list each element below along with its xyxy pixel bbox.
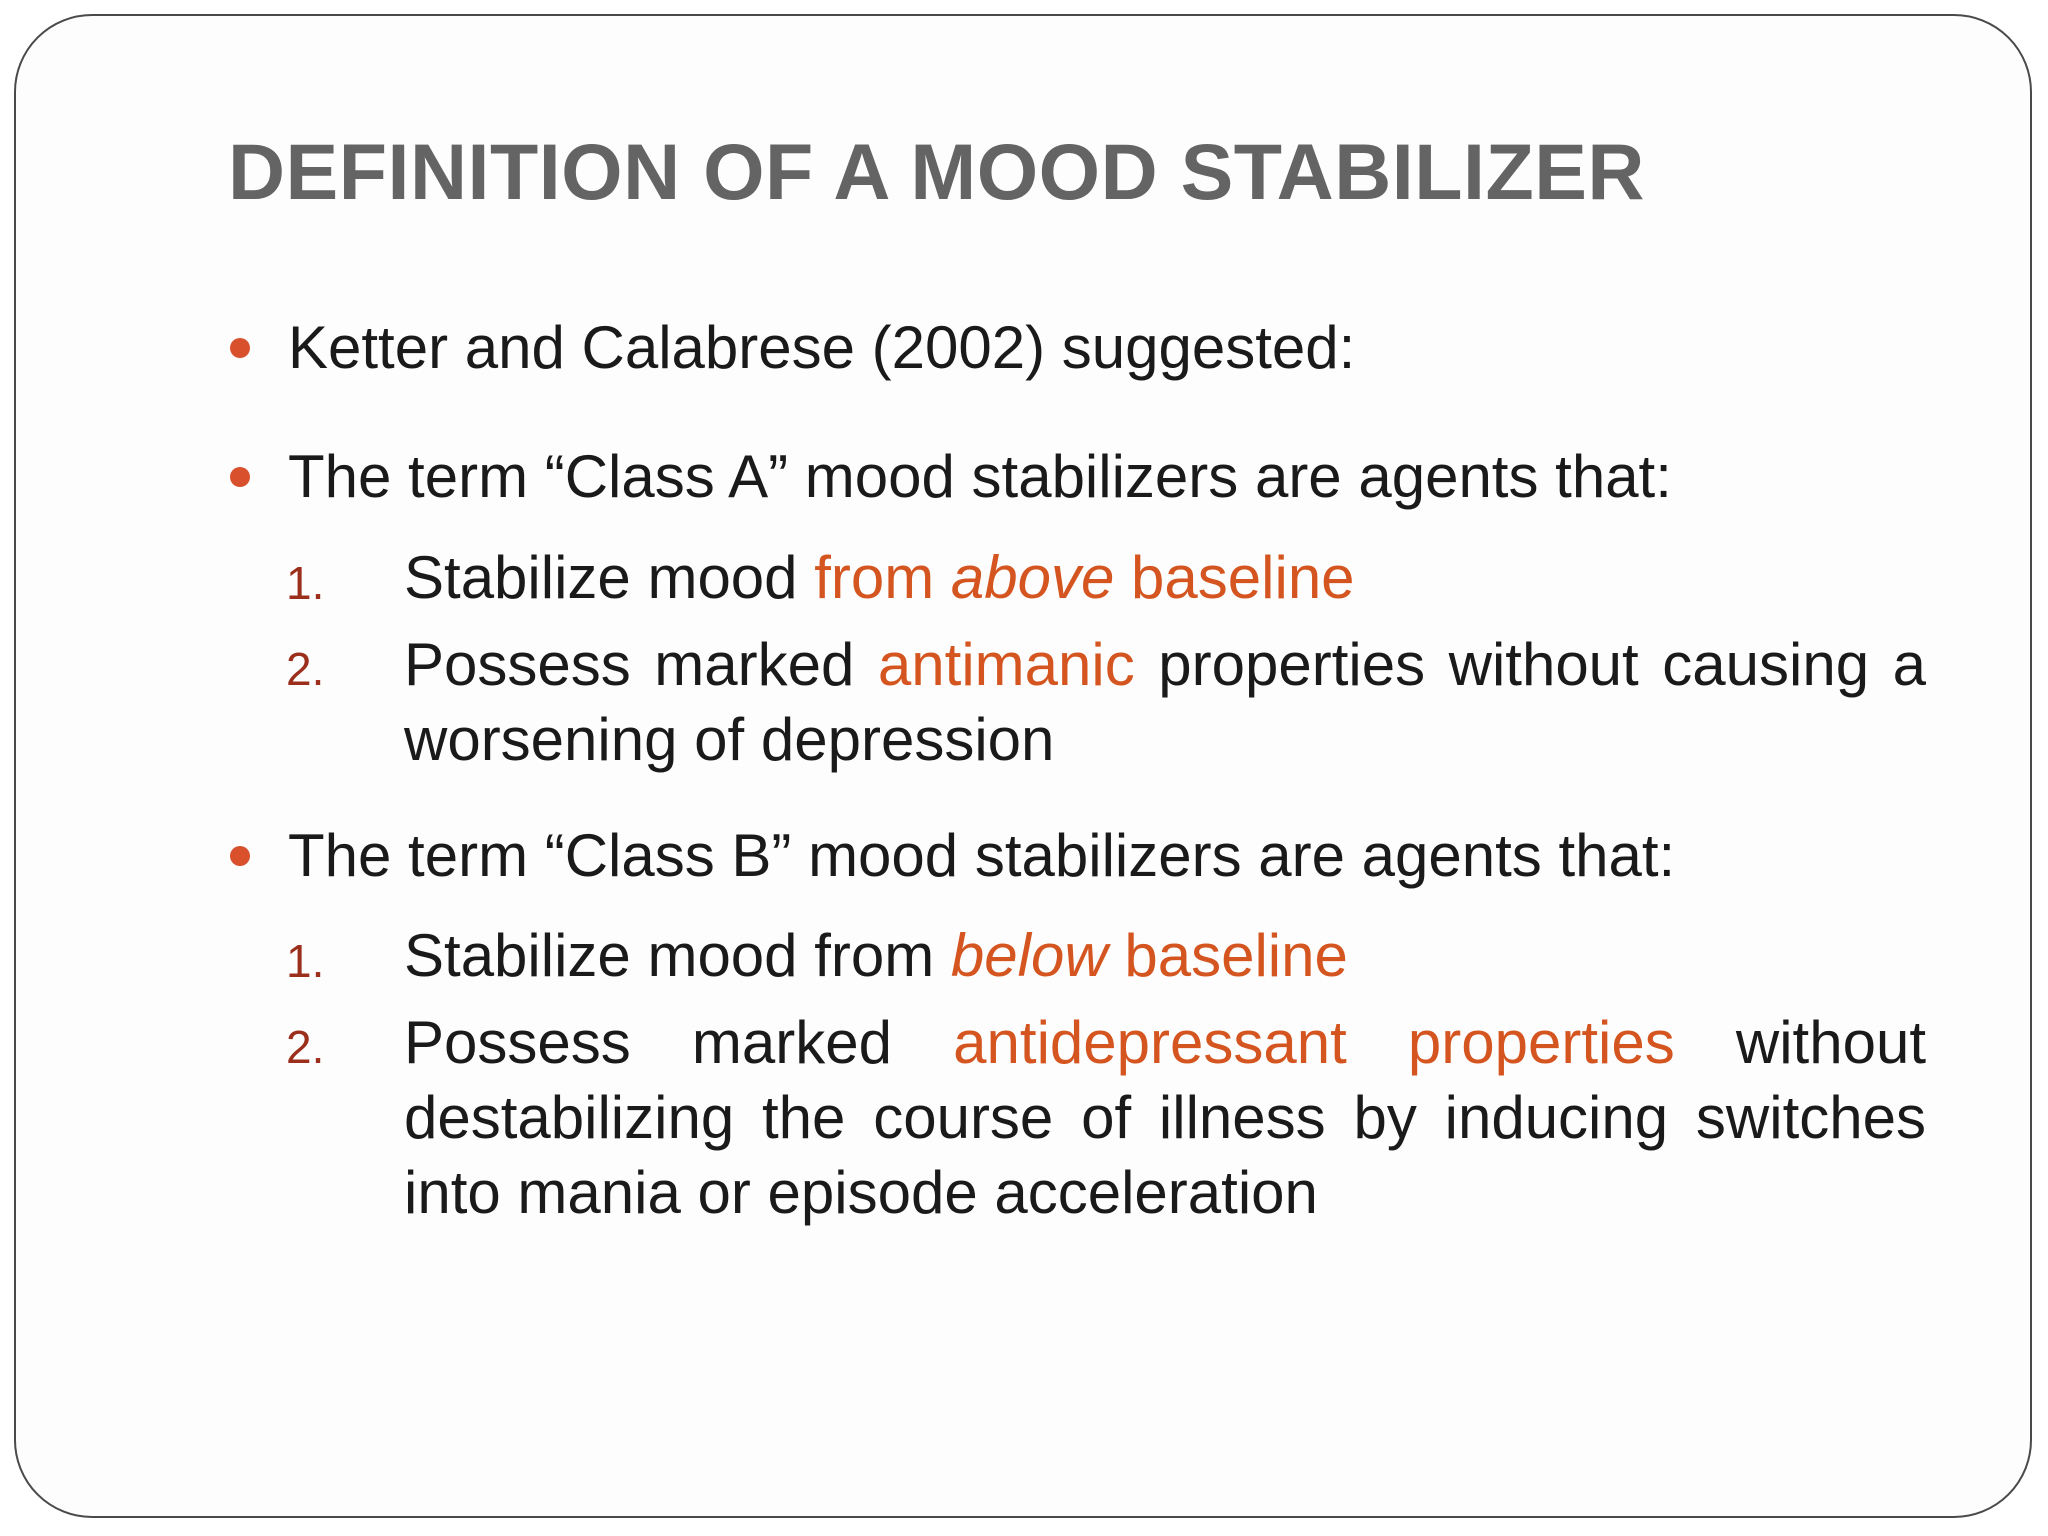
item-number: 2. bbox=[286, 643, 325, 695]
bullet-text-1: Ketter and Calabrese (2002) suggested: bbox=[288, 314, 1356, 381]
highlight-text: antimanic bbox=[877, 631, 1135, 698]
highlight-text: baseline bbox=[1114, 544, 1355, 611]
highlight-text: baseline bbox=[1107, 922, 1348, 989]
item-text: Stabilize mood from bbox=[404, 922, 951, 989]
slide-title: DEFINITION OF A MOOD STABILIZER bbox=[228, 127, 1645, 216]
highlight-text: antidepressant properties bbox=[953, 1009, 1675, 1076]
class-a-item-1 bbox=[404, 544, 1355, 611]
item-number: 1. bbox=[286, 935, 325, 987]
highlight-italic-text: below bbox=[950, 922, 1108, 989]
item-text: without destabilizing the course of illness by inducing switches into mania or episode acceleration bbox=[404, 1009, 1926, 1226]
item-text: Stabilize mood bbox=[404, 544, 815, 611]
class-b-item-1 bbox=[404, 922, 1348, 989]
item-text: Possess marked bbox=[404, 631, 878, 698]
class-a-item-2 bbox=[404, 627, 1926, 777]
item-text: properties without causing a worsening of depression bbox=[404, 631, 1926, 773]
bullet-dot bbox=[230, 338, 250, 358]
bullet-dot bbox=[230, 467, 250, 487]
bullet-text-2: The term “Class A” mood stabilizers are agents that: bbox=[288, 443, 1672, 510]
highlight-italic-text: above bbox=[950, 544, 1115, 611]
item-text: Possess marked bbox=[404, 1009, 954, 1076]
class-b-item-2 bbox=[404, 1005, 1926, 1230]
item-number: 2. bbox=[286, 1021, 325, 1073]
highlight-text: from bbox=[814, 544, 951, 611]
item-number: 1. bbox=[286, 557, 325, 609]
bullet-dot bbox=[230, 846, 250, 866]
bullet-text-3: The term “Class B” mood stabilizers are agents that: bbox=[288, 822, 1676, 889]
